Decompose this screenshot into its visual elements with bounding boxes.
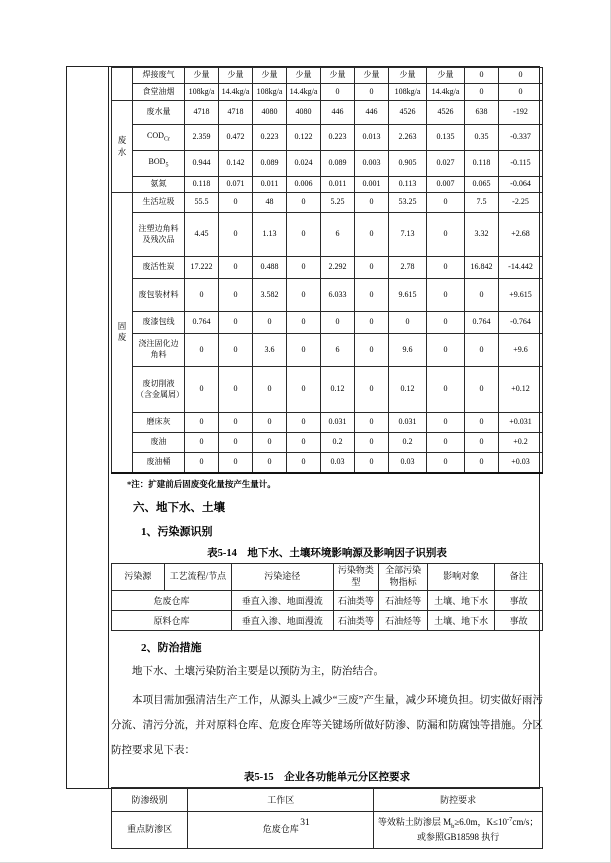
value-cell: 3.582	[253, 279, 287, 312]
value-cell: 0.142	[219, 151, 253, 177]
value-cell: 0	[219, 334, 253, 367]
value-cell: 少量	[219, 68, 253, 84]
value-cell: 108kg/a	[253, 84, 287, 101]
control-requirement-cell: 等效粘土防渗层 $M_b\ge 6.0m$，$K\le 10^{-7}cm/s$； 或参照GB18598 执行	[374, 811, 543, 848]
value-cell: 0.089	[253, 151, 287, 177]
value-cell: 0.35	[465, 125, 499, 151]
table-header-row	[112, 787, 543, 811]
col-header-seepage-level: 防渗级别	[112, 787, 188, 811]
work-area-cell: 危废仓库	[188, 811, 374, 848]
table-row	[112, 433, 543, 453]
value-cell: 48	[253, 193, 287, 213]
value-cell: 0.006	[287, 177, 321, 193]
value-cell: 0	[465, 68, 499, 84]
value-cell: 0	[427, 193, 465, 213]
table-row	[112, 68, 543, 84]
table-row	[112, 610, 543, 630]
value-cell: 7.13	[389, 213, 427, 257]
pollutant-name-cell: 废切削液（含金属屑）	[133, 367, 185, 413]
value-cell: 0.488	[253, 257, 287, 279]
value-cell: 0	[219, 279, 253, 312]
value-cell: 0.024	[287, 151, 321, 177]
pollutant-name-cell: 氨氮	[133, 177, 185, 193]
indicators-cell: 石油烃等	[379, 590, 428, 610]
value-cell: 2.78	[389, 257, 427, 279]
pollutant-name-cell: 废包装材料	[133, 279, 185, 312]
table-row	[112, 279, 543, 312]
value-cell: 0	[355, 334, 389, 367]
value-cell: 0	[219, 413, 253, 433]
value-cell: 4718	[185, 101, 219, 125]
value-cell: 0	[465, 279, 499, 312]
value-cell: +2.68	[499, 213, 543, 257]
value-cell: 0.013	[355, 125, 389, 151]
value-cell: 0	[465, 367, 499, 413]
value-cell: -0.337	[499, 125, 543, 151]
value-cell: 0	[427, 312, 465, 334]
value-cell: 0	[427, 334, 465, 367]
value-cell: 4.45	[185, 213, 219, 257]
col-header-work-area: 工作区	[188, 787, 374, 811]
value-cell: 0.122	[287, 125, 321, 151]
value-cell: 3.32	[465, 213, 499, 257]
table-5-14	[111, 563, 543, 631]
col-header-control-requirement: 防控要求	[374, 787, 543, 811]
value-cell: 0	[287, 453, 321, 473]
value-cell: 0	[355, 413, 389, 433]
indicators-cell: 石油烃等	[379, 610, 428, 630]
value-cell: 0.764	[185, 312, 219, 334]
remark-cell: 事故	[495, 610, 543, 630]
table-row	[112, 811, 543, 848]
value-cell: 0	[185, 413, 219, 433]
pollutant-name-cell: 废活性炭	[133, 257, 185, 279]
value-cell: 0	[287, 193, 321, 213]
value-cell: 0	[287, 213, 321, 257]
value-cell: 0	[185, 453, 219, 473]
value-cell: +0.031	[499, 413, 543, 433]
value-cell: 0	[185, 367, 219, 413]
pollutant-name-cell: 生活垃圾	[133, 193, 185, 213]
value-cell: 0	[287, 413, 321, 433]
pollutant-name-cell: 食堂油烟	[133, 84, 185, 101]
pollutant-name-cell: 废水量	[133, 101, 185, 125]
table-footnote: *注：扩建前后固废变化量按产生量计。	[127, 478, 276, 489]
remark-cell: 事故	[495, 590, 543, 610]
value-cell: 0	[427, 413, 465, 433]
value-cell: 0	[465, 453, 499, 473]
table-row	[112, 453, 543, 473]
pollutant-name-cell: 废漆包线	[133, 312, 185, 334]
value-cell: 0	[219, 312, 253, 334]
value-cell: 0.223	[321, 125, 355, 151]
value-cell: 0.472	[219, 125, 253, 151]
table-row	[112, 312, 543, 334]
value-cell: 0.011	[253, 177, 287, 193]
col-header-pollutant-type: 污染物类型	[333, 563, 379, 590]
form-content-cell	[109, 67, 546, 843]
value-cell: 0	[287, 433, 321, 453]
pollutant-name-cell: 废油桶	[133, 453, 185, 473]
value-cell: 0.12	[389, 367, 427, 413]
table-row	[112, 367, 543, 413]
value-cell: 0	[219, 257, 253, 279]
pollutant-type-cell: 石油类等	[333, 610, 379, 630]
table-row	[112, 213, 543, 257]
value-cell: 0.031	[321, 413, 355, 433]
value-cell: 0	[427, 279, 465, 312]
table-row	[112, 84, 543, 101]
value-cell: 0	[287, 367, 321, 413]
pollutant-type-cell: 石油类等	[333, 590, 379, 610]
table-row	[112, 413, 543, 433]
value-cell: 0.011	[321, 177, 355, 193]
value-cell: -0.064	[499, 177, 543, 193]
value-cell: 0.027	[427, 151, 465, 177]
pollutant-name-cell: 注塑边角料及残次品	[133, 213, 185, 257]
paragraph-prevention-principle: 地下水、土壤污染防治主要是以预防为主，防治结合。	[132, 665, 384, 677]
value-cell: 0	[389, 312, 427, 334]
table-row	[112, 590, 543, 610]
value-cell: 0	[185, 334, 219, 367]
value-cell: 0.007	[427, 177, 465, 193]
value-cell: 14.4kg/a	[287, 84, 321, 101]
table-row	[112, 177, 543, 193]
pollution-path-cell: 垂直入渗、地面漫流	[231, 590, 333, 610]
value-cell: 0	[427, 433, 465, 453]
value-cell: 0	[219, 367, 253, 413]
value-cell: 1.13	[253, 213, 287, 257]
value-cell: +9.615	[499, 279, 543, 312]
value-cell: 0.03	[389, 453, 427, 473]
value-cell: 638	[465, 101, 499, 125]
table-5-15-title: 表5-15 企业各功能单元分区控要求	[243, 771, 411, 783]
value-cell: 0	[465, 334, 499, 367]
value-cell: 0	[321, 312, 355, 334]
value-cell: 53.25	[389, 193, 427, 213]
value-cell: -2.25	[499, 193, 543, 213]
value-cell: 4080	[287, 101, 321, 125]
value-cell: 0	[253, 433, 287, 453]
value-cell: 0	[427, 453, 465, 473]
value-cell: 446	[321, 101, 355, 125]
value-cell: -0.764	[499, 312, 543, 334]
value-cell: 0.03	[321, 453, 355, 473]
value-cell: 6.033	[321, 279, 355, 312]
col-header-remark: 备注	[495, 563, 543, 590]
value-cell: 0	[355, 433, 389, 453]
value-cell: 0	[355, 279, 389, 312]
value-cell: 少量	[355, 68, 389, 84]
value-cell: 0.089	[321, 151, 355, 177]
table-row	[112, 151, 543, 177]
value-cell: 0.065	[465, 177, 499, 193]
pollution-source-cell: 原料仓库	[112, 610, 232, 630]
value-cell: 0.944	[185, 151, 219, 177]
value-cell: 0.118	[465, 151, 499, 177]
col-header-pollution-source: 污染源	[112, 563, 165, 590]
value-cell: 0	[427, 257, 465, 279]
value-cell: 9.6	[389, 334, 427, 367]
value-cell: 9.615	[389, 279, 427, 312]
value-cell: 0	[287, 257, 321, 279]
value-cell: 0.118	[185, 177, 219, 193]
page-number: 31	[300, 818, 310, 828]
value-cell: 0	[355, 84, 389, 101]
paragraph-cleaner-production: 本项目需加强清洁生产工作，从源头上减少“三废”产生量，减少环境负担。切实做好雨污分流、清污分流，并对原料仓库、危废仓库等关键场所做好防渗、防漏和防腐蚀等措施。分区防控要求见下表：	[111, 694, 543, 756]
section-heading-groundwater-soil: 六、地下水、土壤	[133, 501, 225, 514]
value-cell: 55.5	[185, 193, 219, 213]
col-header-process-node: 工艺流程/节点	[164, 563, 231, 590]
value-cell: +0.12	[499, 367, 543, 413]
value-cell: 446	[355, 101, 389, 125]
value-cell: 少量	[287, 68, 321, 84]
table-5-14-title: 表5-14 地下水、土壤环境影响源及影响因子识别表	[207, 547, 447, 559]
value-cell: 0	[219, 213, 253, 257]
value-cell: 6	[321, 334, 355, 367]
value-cell: 0	[355, 312, 389, 334]
value-cell: 0	[355, 213, 389, 257]
value-cell: 0	[499, 84, 543, 101]
value-cell: 0	[185, 279, 219, 312]
value-cell: 2.263	[389, 125, 427, 151]
waste-category-cell: 固 废	[112, 193, 133, 473]
value-cell: 7.5	[465, 193, 499, 213]
value-cell: 0	[253, 413, 287, 433]
pollutant-name-cell: 浇注固化边角料	[133, 334, 185, 367]
table-row	[112, 257, 543, 279]
value-cell: 少量	[185, 68, 219, 84]
seepage-level-cell: 重点防渗区	[112, 811, 188, 848]
pollutant-name-cell: 焊接废气	[133, 68, 185, 84]
value-cell: 0	[355, 193, 389, 213]
eia-form-frame	[66, 66, 543, 843]
waste-category-cell: 废 水	[112, 101, 133, 193]
pollutant-name-cell: $COD_{Cr}$	[133, 125, 185, 151]
impact-target-cell: 土壤、地下水	[428, 610, 495, 630]
value-cell: 0.003	[355, 151, 389, 177]
value-cell: -14.442	[499, 257, 543, 279]
value-cell: 0	[287, 334, 321, 367]
value-cell: 少量	[253, 68, 287, 84]
value-cell: +9.6	[499, 334, 543, 367]
value-cell: 0	[185, 433, 219, 453]
pollution-path-cell: 垂直入渗、地面漫流	[231, 610, 333, 630]
value-cell: 0.2	[389, 433, 427, 453]
subsection-prevention-measures: 2、防治措施	[141, 641, 202, 654]
value-cell: 4718	[219, 101, 253, 125]
value-cell: 少量	[427, 68, 465, 84]
value-cell: 2.359	[185, 125, 219, 151]
value-cell: 0	[321, 84, 355, 101]
value-cell: 0.113	[389, 177, 427, 193]
value-cell: 0	[465, 433, 499, 453]
table-row	[112, 193, 543, 213]
value-cell: -192	[499, 101, 543, 125]
value-cell: 0	[253, 312, 287, 334]
table-row	[112, 125, 543, 151]
value-cell: 0.2	[321, 433, 355, 453]
pollutant-name-cell: 磨床灰	[133, 413, 185, 433]
value-cell: 4526	[427, 101, 465, 125]
value-cell: 14.4kg/a	[427, 84, 465, 101]
value-cell: 0.223	[253, 125, 287, 151]
form-left-gutter	[67, 67, 109, 788]
value-cell: 0	[499, 68, 543, 84]
pollution-source-cell: 危废仓库	[112, 590, 232, 610]
value-cell: 0	[219, 433, 253, 453]
value-cell: 0	[219, 453, 253, 473]
value-cell: 0	[465, 413, 499, 433]
table-row	[112, 334, 543, 367]
value-cell: 17.222	[185, 257, 219, 279]
pollutant-name-cell: $BOD_5$	[133, 151, 185, 177]
value-cell: 0.031	[389, 413, 427, 433]
value-cell: 0	[253, 367, 287, 413]
value-cell: 少量	[389, 68, 427, 84]
value-cell: 0	[355, 257, 389, 279]
col-header-pollution-path: 污染途径	[231, 563, 333, 590]
value-cell: 5.25	[321, 193, 355, 213]
value-cell: 0.764	[465, 312, 499, 334]
value-cell: 4080	[253, 101, 287, 125]
value-cell: 0	[219, 193, 253, 213]
value-cell: 0.12	[321, 367, 355, 413]
value-cell: 0	[465, 84, 499, 101]
value-cell: 0	[427, 213, 465, 257]
value-cell: 108kg/a	[389, 84, 427, 101]
value-cell: 0	[253, 453, 287, 473]
col-header-impact-target: 影响对象	[428, 563, 495, 590]
value-cell: 3.6	[253, 334, 287, 367]
value-cell: 0	[355, 453, 389, 473]
value-cell: 0	[427, 367, 465, 413]
value-cell: 6	[321, 213, 355, 257]
value-cell: +0.03	[499, 453, 543, 473]
col-header-all-indicators: 全部污染物指标	[379, 563, 428, 590]
value-cell: 14.4kg/a	[219, 84, 253, 101]
value-cell: 16.842	[465, 257, 499, 279]
table-row	[112, 101, 543, 125]
value-cell: 0.071	[219, 177, 253, 193]
value-cell: 2.292	[321, 257, 355, 279]
value-cell: 0	[287, 279, 321, 312]
impact-target-cell: 土壤、地下水	[428, 590, 495, 610]
subsection-pollution-source-identification: 1、污染源识别	[141, 525, 213, 538]
value-cell: -0.115	[499, 151, 543, 177]
value-cell: 0.905	[389, 151, 427, 177]
value-cell: 108kg/a	[185, 84, 219, 101]
value-cell: 0	[287, 312, 321, 334]
emissions-continuation-table	[111, 67, 543, 474]
value-cell: 0.001	[355, 177, 389, 193]
table-header-row	[112, 563, 543, 590]
value-cell: 少量	[321, 68, 355, 84]
value-cell: +0.2	[499, 433, 543, 453]
pollutant-name-cell: 废油	[133, 433, 185, 453]
value-cell: 4526	[389, 101, 427, 125]
waste-category-cell	[112, 68, 133, 101]
value-cell: 0.135	[427, 125, 465, 151]
value-cell: 0	[355, 367, 389, 413]
